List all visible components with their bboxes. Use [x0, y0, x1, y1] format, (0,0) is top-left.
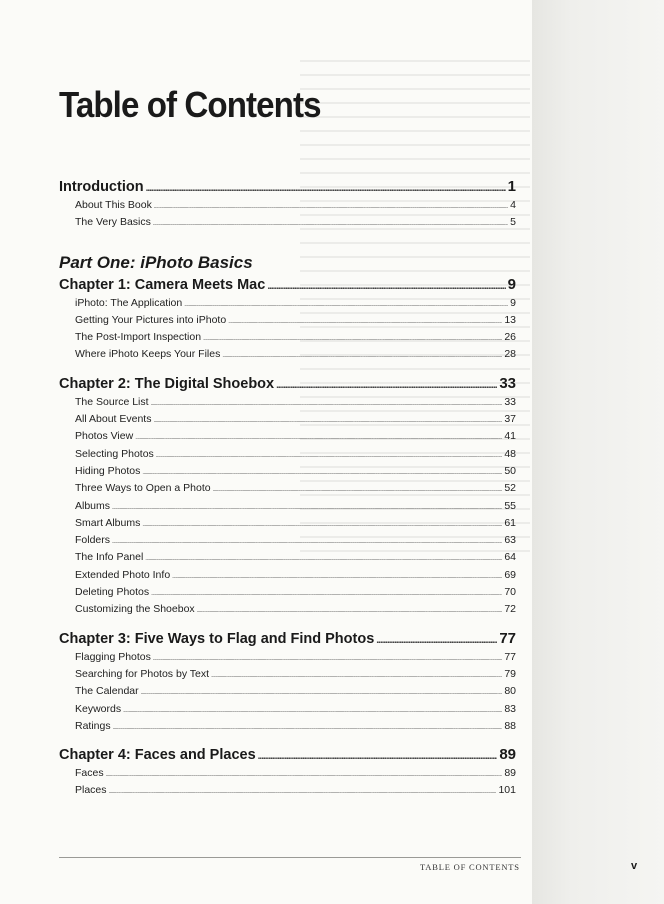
toc-entry-chapter-4	[59, 746, 516, 767]
entry-label: Selecting Photos	[75, 447, 154, 460]
entry-label: The Info Panel	[75, 551, 144, 564]
toc-subentry	[59, 348, 516, 365]
dot-leader	[113, 725, 503, 731]
toc-subentry	[59, 297, 516, 314]
toc-entry-chapter-3	[59, 630, 516, 651]
entry-label: Chapter 1: Camera Meets Mac	[59, 276, 266, 293]
dot-leader	[184, 302, 508, 308]
entry-label: Flagging Photos	[75, 650, 151, 663]
toc-entry-chapter-2	[59, 375, 516, 396]
entry-label: Where iPhoto Keeps Your Files	[75, 348, 221, 361]
entry-page: 72	[504, 603, 516, 616]
dot-leader	[112, 505, 502, 511]
toc-subentry	[59, 216, 516, 233]
entry-label: Chapter 2: The Digital Shoebox	[59, 375, 275, 392]
facing-page-margin	[532, 0, 664, 904]
toc-entry-introduction	[59, 178, 516, 199]
dot-leader	[172, 574, 502, 580]
entry-page: 101	[498, 784, 516, 797]
entry-label: Smart Albums	[75, 516, 141, 529]
dot-leader	[142, 522, 502, 528]
dot-leader	[151, 591, 502, 597]
entry-label: Searching for Photos by Text	[75, 667, 210, 680]
dot-leader	[146, 183, 506, 194]
dot-leader	[112, 539, 502, 545]
entry-page: 77	[499, 629, 516, 647]
dot-leader	[153, 418, 502, 424]
entry-page: 69	[504, 568, 516, 581]
dot-leader	[135, 435, 502, 441]
toc-subentry	[59, 517, 516, 534]
entry-label: Photos View	[75, 430, 134, 443]
entry-page: 88	[504, 719, 516, 732]
entry-label: All About Events	[75, 413, 152, 426]
entry-page: 9	[510, 296, 516, 309]
toc-subentry	[59, 448, 516, 465]
entry-label: Places	[75, 784, 107, 797]
dot-leader	[276, 380, 497, 391]
entry-label: Deleting Photos	[75, 586, 150, 599]
entry-label: Albums	[75, 499, 111, 512]
entry-page: 63	[504, 534, 516, 547]
entry-page: 61	[504, 516, 516, 529]
dot-leader	[106, 772, 503, 778]
entry-page: 5	[510, 216, 516, 229]
entry-page: 33	[499, 374, 516, 392]
toc-subentry	[59, 430, 516, 447]
part-heading: Part One: iPhoto Basics	[59, 252, 253, 272]
page-title: Table of Contents	[59, 84, 321, 125]
dot-leader	[376, 635, 497, 646]
entry-label: Introduction	[59, 179, 144, 195]
entry-label: Extended Photo Info	[75, 568, 171, 581]
entry-page: 83	[504, 702, 516, 715]
page-number: v	[631, 860, 638, 872]
entry-page: 28	[504, 348, 516, 361]
footer-rule	[59, 857, 521, 858]
entry-page: 89	[499, 746, 516, 764]
toc-subentry	[59, 586, 516, 603]
toc-subentry	[59, 331, 516, 348]
entry-label: Ratings	[75, 719, 111, 732]
entry-label: The Post-Import Inspection	[75, 331, 202, 344]
entry-label: Folders	[75, 534, 111, 547]
entry-page: 64	[504, 551, 516, 564]
entry-page: 37	[504, 413, 516, 426]
dot-leader	[123, 708, 502, 714]
entry-page: 9	[507, 275, 516, 293]
entry-label: The Very Basics	[75, 216, 151, 229]
entry-label: Chapter 3: Five Ways to Flag and Find Photos	[59, 630, 375, 647]
entry-page: 55	[504, 499, 516, 512]
entry-page: 77	[504, 650, 516, 663]
dot-leader	[151, 401, 503, 407]
toc-subentry	[59, 651, 516, 668]
entry-page: 33	[504, 395, 516, 408]
toc-subentry	[59, 703, 516, 720]
entry-label: About This Book	[75, 199, 152, 211]
toc-subentry	[59, 551, 516, 568]
entry-page: 4	[510, 199, 516, 211]
entry-page: 80	[504, 685, 516, 698]
dot-leader	[109, 789, 497, 795]
entry-label: Customizing the Shoebox	[75, 603, 195, 616]
entry-label: Three Ways to Open a Photo	[75, 482, 211, 495]
entry-page: 41	[504, 430, 516, 443]
dot-leader	[142, 470, 502, 476]
dot-leader	[153, 656, 502, 662]
toc-subentry	[59, 500, 516, 517]
entry-label: Faces	[75, 767, 104, 780]
toc-subentry	[59, 603, 516, 620]
dot-leader	[203, 336, 502, 342]
dot-leader	[211, 673, 502, 679]
dot-leader	[267, 281, 505, 292]
toc-subentry	[59, 534, 516, 551]
toc-subentry	[59, 482, 516, 499]
toc-subentry	[59, 199, 516, 216]
dot-leader	[141, 690, 503, 696]
dot-leader	[197, 608, 503, 614]
table-of-contents	[59, 178, 516, 802]
entry-label: Hiding Photos	[75, 464, 141, 477]
entry-page: 26	[504, 331, 516, 344]
entry-page: 70	[504, 586, 516, 599]
entry-label: The Calendar	[75, 685, 139, 698]
entry-page: 48	[504, 447, 516, 460]
entry-label: Chapter 4: Faces and Places	[59, 747, 256, 764]
dot-leader	[213, 487, 503, 493]
entry-page: 1	[507, 178, 516, 195]
toc-subentry	[59, 784, 516, 801]
running-head: TABLE OF CONTENTS	[420, 862, 520, 872]
entry-page: 52	[504, 482, 516, 495]
entry-label: The Source List	[75, 395, 149, 408]
toc-entry-chapter-1	[59, 276, 516, 297]
entry-label: Keywords	[75, 702, 122, 715]
entry-page: 89	[504, 767, 516, 780]
toc-subentry	[59, 465, 516, 482]
entry-label: Getting Your Pictures into iPhoto	[75, 313, 227, 326]
toc-subentry	[59, 413, 516, 430]
dot-leader	[228, 319, 502, 325]
dot-leader	[156, 453, 503, 459]
toc-subentry	[59, 720, 516, 737]
dot-leader	[258, 751, 498, 762]
toc-subentry	[59, 767, 516, 784]
toc-subentry	[59, 569, 516, 586]
toc-subentry	[59, 685, 516, 702]
dot-leader	[222, 353, 502, 359]
entry-label: iPhoto: The Application	[75, 296, 183, 309]
dot-leader	[153, 221, 508, 227]
toc-subentry	[59, 396, 516, 413]
entry-page: 79	[504, 667, 516, 680]
entry-page: 13	[504, 313, 516, 326]
toc-subentry	[59, 314, 516, 331]
dot-leader	[145, 556, 502, 562]
toc-subentry	[59, 668, 516, 685]
dot-leader	[154, 204, 508, 210]
entry-page: 50	[504, 464, 516, 477]
